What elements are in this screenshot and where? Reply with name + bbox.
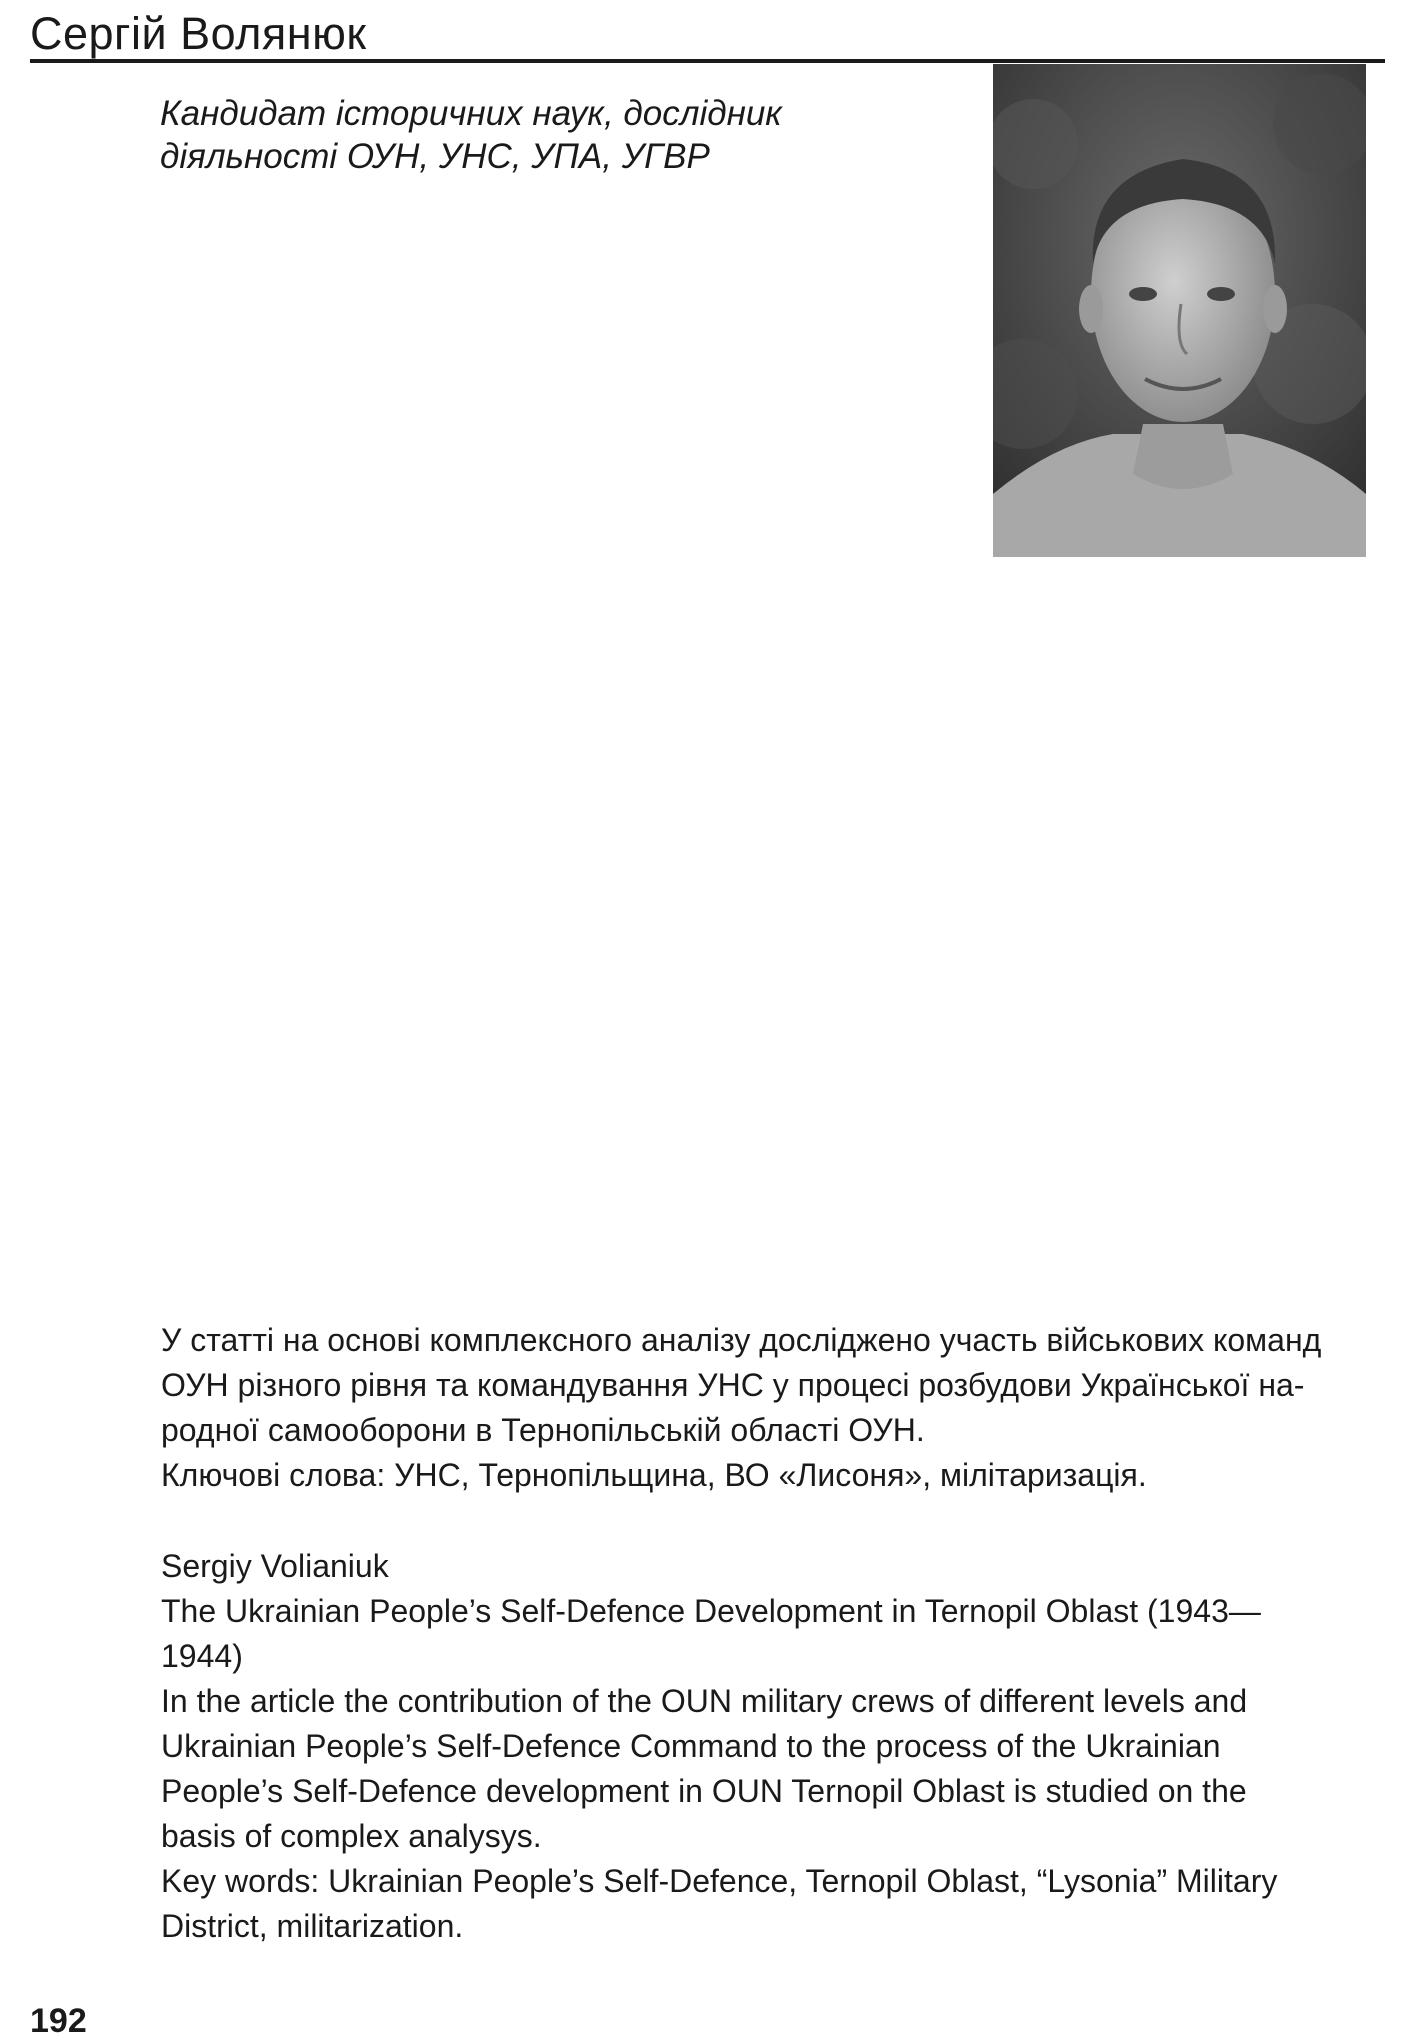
english-body-line: Ukrainian People’s Self-Defence Command to the process of the Ukrainian	[161, 1728, 1221, 1764]
abstract-line: родної самооборони в Тернопільській області ОУН.	[161, 1412, 925, 1448]
english-author-name: Sergiy Volianiuk	[161, 1548, 389, 1584]
credentials-line: діяльності ОУН, УНС, УПА, УГВР	[160, 137, 710, 176]
english-title-line: 1944)	[161, 1638, 243, 1674]
english-body-line: basis of complex analysys.	[161, 1818, 542, 1854]
english-keywords-line: Key words: Ukrainian People’s Self-Defence, Ternopil Oblast, “Lysonia” Military	[161, 1863, 1278, 1899]
author-portrait	[993, 64, 1366, 557]
abstract-line: У статті на основі комплексного аналізу досліджено участь військових команд	[161, 1322, 1322, 1358]
abstract-english	[161, 1544, 1369, 1949]
english-title-line: The Ukrainian People’s Self-Defence Development in Ternopil Oblast (1943—	[161, 1593, 1261, 1629]
author-credentials	[160, 92, 960, 178]
credentials-line: Кандидат історичних наук, дослідник	[160, 94, 782, 133]
header-rule	[30, 59, 1385, 63]
english-keywords-line: District, militarization.	[161, 1908, 464, 1944]
author-name: Сергій Волянюк	[30, 8, 367, 59]
abstract-line: ОУН різного рівня та командування УНС у процесі розбудови Української на-	[161, 1367, 1305, 1403]
keywords-line: Ключові слова: УНС, Тернопільщина, ВО «Лисоня», мілітаризація.	[161, 1457, 1147, 1493]
page-number: 192	[30, 2002, 87, 2040]
english-body-line: People’s Self-Defence development in OUN Ternopil Oblast is studied on the	[161, 1773, 1247, 1809]
abstract-ukrainian	[161, 1318, 1369, 1498]
english-body-line: In the article the contribution of the OUN military crews of different levels and	[161, 1683, 1248, 1719]
